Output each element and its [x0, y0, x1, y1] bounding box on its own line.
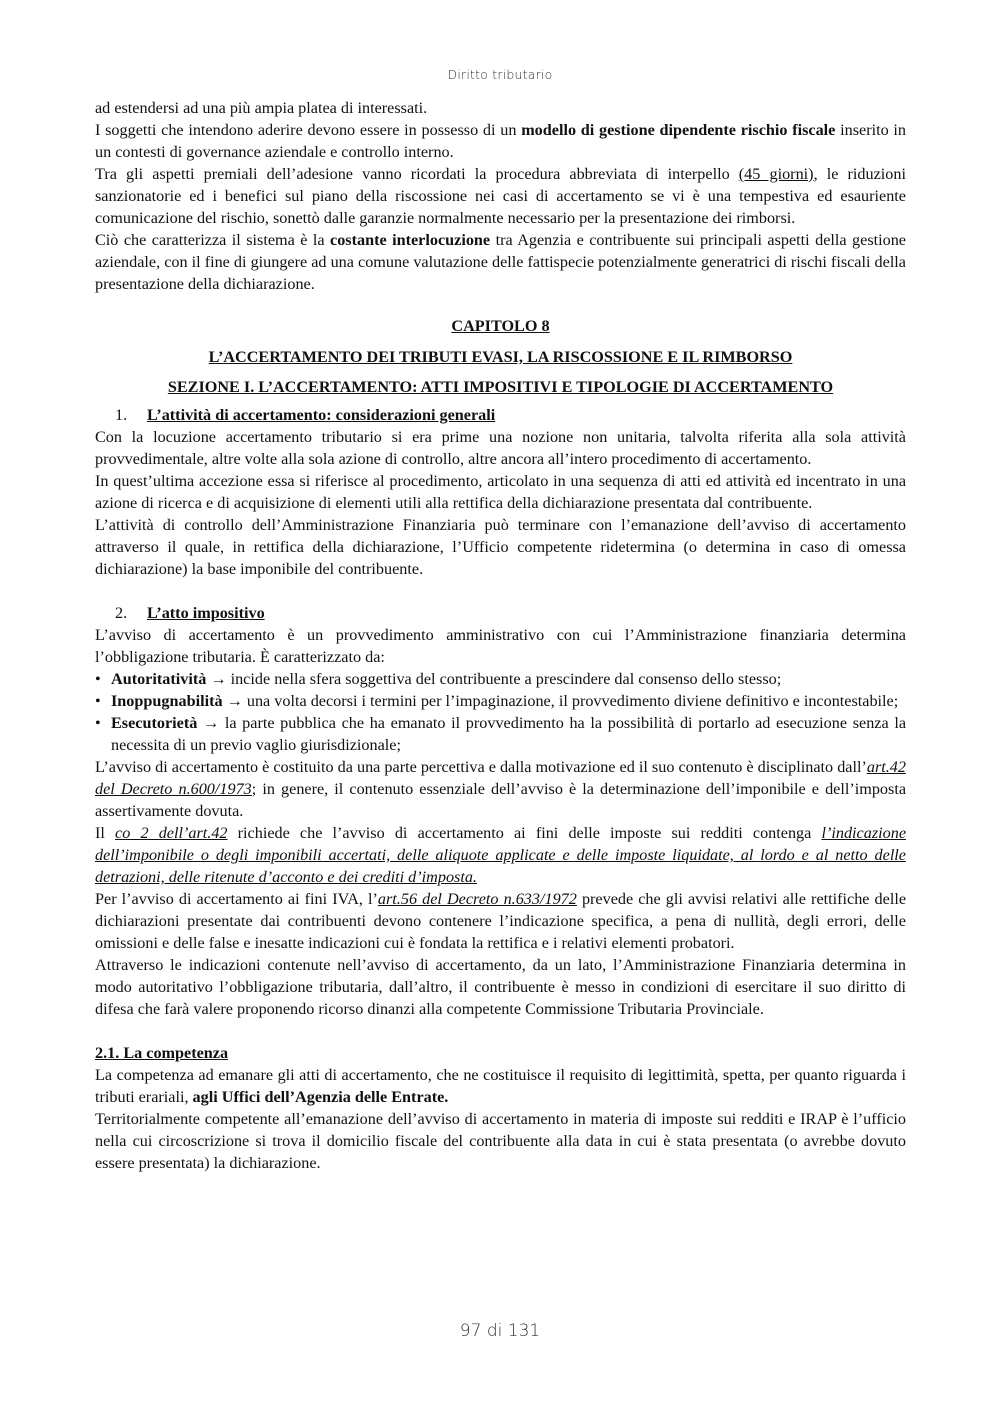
text: Tra gli aspetti premiali dell’adesione vanno ricordati la procedura abbreviata di interpello [95, 165, 739, 183]
list-item [95, 668, 906, 690]
text: L’avviso di accertamento è costituito da una parte percettiva e dalla motivazione ed il suo contenuto è disciplinato dall’ [95, 758, 867, 776]
text: incide nella sfera soggettiva del contribuente a prescindere dal consenso dello stesso; [226, 670, 782, 688]
arrow-icon: → [210, 670, 227, 688]
text: tra Agenzia e contribuente sui principali aspetti della gestione aziendale, con il fine di giungere ad una comune valutazione delle fattispecie potenzialmente generatrici di rischi fiscali della presentazione della dichiarazione. [95, 231, 906, 293]
page-body [95, 97, 906, 1174]
arrow-icon: → [226, 692, 243, 710]
bold-term: Inoppugnabilità [111, 692, 223, 710]
bold-term: Esecutorietà [111, 714, 198, 732]
heading-text: L’atto impositivo [147, 604, 265, 622]
s1-paragraph-1: Con la locuzione accertamento tributario si era prime una nozione non unitaria, talvolta riferita alla sola attività provvedimentale, altre volte alla sola azione di controllo, altre ancora all’intero procedimento di accertamento. [95, 428, 906, 468]
heading-1 [115, 404, 906, 426]
text: La competenza ad emanare gli atti di accertamento, che ne costituisce il requisito di legittimità, spetta, per quanto riguarda i tributi erariali, [95, 1066, 906, 1106]
arrow-icon: → [202, 714, 220, 732]
s2-paragraph-5: Attraverso le indicazioni contenute nell’avviso di accertamento, da un lato, l’Amministrazione Finanziaria determina in modo autoritativo l’obbligazione tributaria, dall’altro, il contribuente è messo in condizioni di esercitare il suo diritto di difesa che farà valere proponendo ricorso dinanzi alla competente Commissione Tributaria Provinciale. [95, 956, 906, 1018]
law-reference: art.56 del Decreto n.633/1972 [377, 890, 577, 908]
running-header: Diritto tributario [447, 67, 553, 82]
list-item [95, 690, 906, 712]
quoted-text: l’indicazione dell’imponibile o degli imponibili accertati, delle aliquote applicate e delle imposte liquidate, al lordo e al netto delle detrazioni, delle ritenute d’acconto e dei crediti d’imposta. [95, 824, 907, 886]
bold-term: costante interlocuzione [330, 231, 491, 249]
text: una volta decorsi i termini per l’impaginazione, il provvedimento diviene definitivo e incontestabile; [242, 692, 899, 710]
text: ad estendersi ad una più ampia platea di interessati. [95, 99, 428, 117]
text: la parte pubblica che ha emanato il provvedimento ha la possibilità di portarlo ad esecuzione senza la necessita di un previo vaglio giurisdizionale; [111, 714, 907, 754]
intro-paragraph-4 [95, 229, 906, 295]
intro-paragraph-3 [95, 163, 906, 229]
page-number: 97 di 131 [459, 1321, 541, 1341]
heading-number: 2. [115, 604, 128, 622]
characteristics-list [95, 668, 906, 756]
intro-paragraph-2 [95, 119, 906, 163]
bold-term: agli Uffici dell’Agenzia delle Entrate. [192, 1088, 449, 1106]
text: prevede che gli avvisi relativi alle rettifiche delle dichiarazioni presentate dai contribuenti devono contenere l’indicazione specifica, a pena di nullità, degli errori, delle omissioni e delle false e inesatte indicazioni cui è fondata la rettifica e i relativi elementi probatori. [95, 890, 907, 952]
heading-number: 1. [115, 406, 128, 424]
heading-text: L’attività di accertamento: considerazioni generali [147, 406, 496, 424]
text: Il [95, 824, 116, 842]
text: richiede che l’avviso di accertamento ai fini delle imposte sui redditi contenga [227, 824, 822, 842]
section-title: SEZIONE I. L’ACCERTAMENTO: ATTI IMPOSITIVI E TIPOLOGIE DI ACCERTAMENTO [167, 378, 834, 396]
chapter-number: CAPITOLO 8 [451, 317, 550, 335]
law-reference: art.42 del Decreto n.600/1973 [95, 758, 906, 798]
text: , le riduzioni sanzionatorie ed i benefici sul piano della riscossione nei casi di accertamento se vi è una tempestiva ed esauriente comunicazione del rischio, sonettò dalle garanzie normalmente necessario per la presentazione dei rimborsi. [95, 165, 906, 227]
text: inserito in un contesti di governance aziendale e controllo interno. [95, 121, 907, 161]
s21-paragraph-1 [95, 1064, 906, 1108]
s21-paragraph-2: Territorialmente competente all’emanazione dell’avviso di accertamento in materia di imposte sui redditi e IRAP è l’ufficio nella cui circoscrizione si trova il domicilio fiscale del contribuente alla data in cui è stata presentata (o avrebbe dovuto essere presentata) la dichiarazione. [95, 1110, 906, 1172]
list-item [95, 712, 906, 756]
underlined-text: (45 giorni) [738, 165, 814, 183]
text: I soggetti che intendono aderire devono essere in possesso di un [95, 121, 522, 139]
bold-term: Autoritatività [111, 670, 207, 688]
s2-paragraph-2 [95, 756, 906, 822]
chapter-title: L’ACCERTAMENTO DEI TRIBUTI EVASI, LA RISCOSSIONE E IL RIMBORSO [208, 348, 793, 366]
intro-paragraph-1 [95, 97, 906, 119]
heading-2-1: 2.1. La competenza [95, 1044, 229, 1062]
text: ; in genere, il contenuto essenziale dell’avviso è la determinazione dell’imponibile e dell’imposta assertivamente dovuta. [95, 780, 906, 820]
s2-paragraph-1: L’avviso di accertamento è un provvedimento amministrativo con cui l’Amministrazione finanziaria determina l’obbligazione tributaria. È caratterizzato da: [95, 626, 906, 666]
text: Ciò che caratterizza il sistema è la [95, 231, 331, 249]
heading-2 [115, 602, 906, 624]
law-reference: co 2 dell’art.42 [115, 824, 228, 842]
text: Per l’avviso di accertamento ai fini IVA, l’ [95, 890, 378, 908]
s2-paragraph-3 [95, 822, 906, 888]
s1-paragraph-3: L’attività di controllo dell’Amministrazione Finanziaria può terminare con l’emanazione dell’avviso di accertamento attraverso il quale, in rettifica della dichiarazione, l’Ufficio competente ridetermina (o determina in caso di omessa dichiarazione) la base imponibile del contribuente. [95, 516, 906, 578]
bold-term: modello di gestione dipendente rischio fiscale [521, 121, 836, 139]
s1-paragraph-2: In quest’ultima accezione essa si riferisce al procedimento, articolato in una sequenza di atti ed attività ed incentrato in una azione di ricerca e di acquisizione di elementi utili alla rettifica della dichiarazione presentata dal contribuente. [95, 472, 906, 512]
s2-paragraph-4 [95, 888, 906, 954]
